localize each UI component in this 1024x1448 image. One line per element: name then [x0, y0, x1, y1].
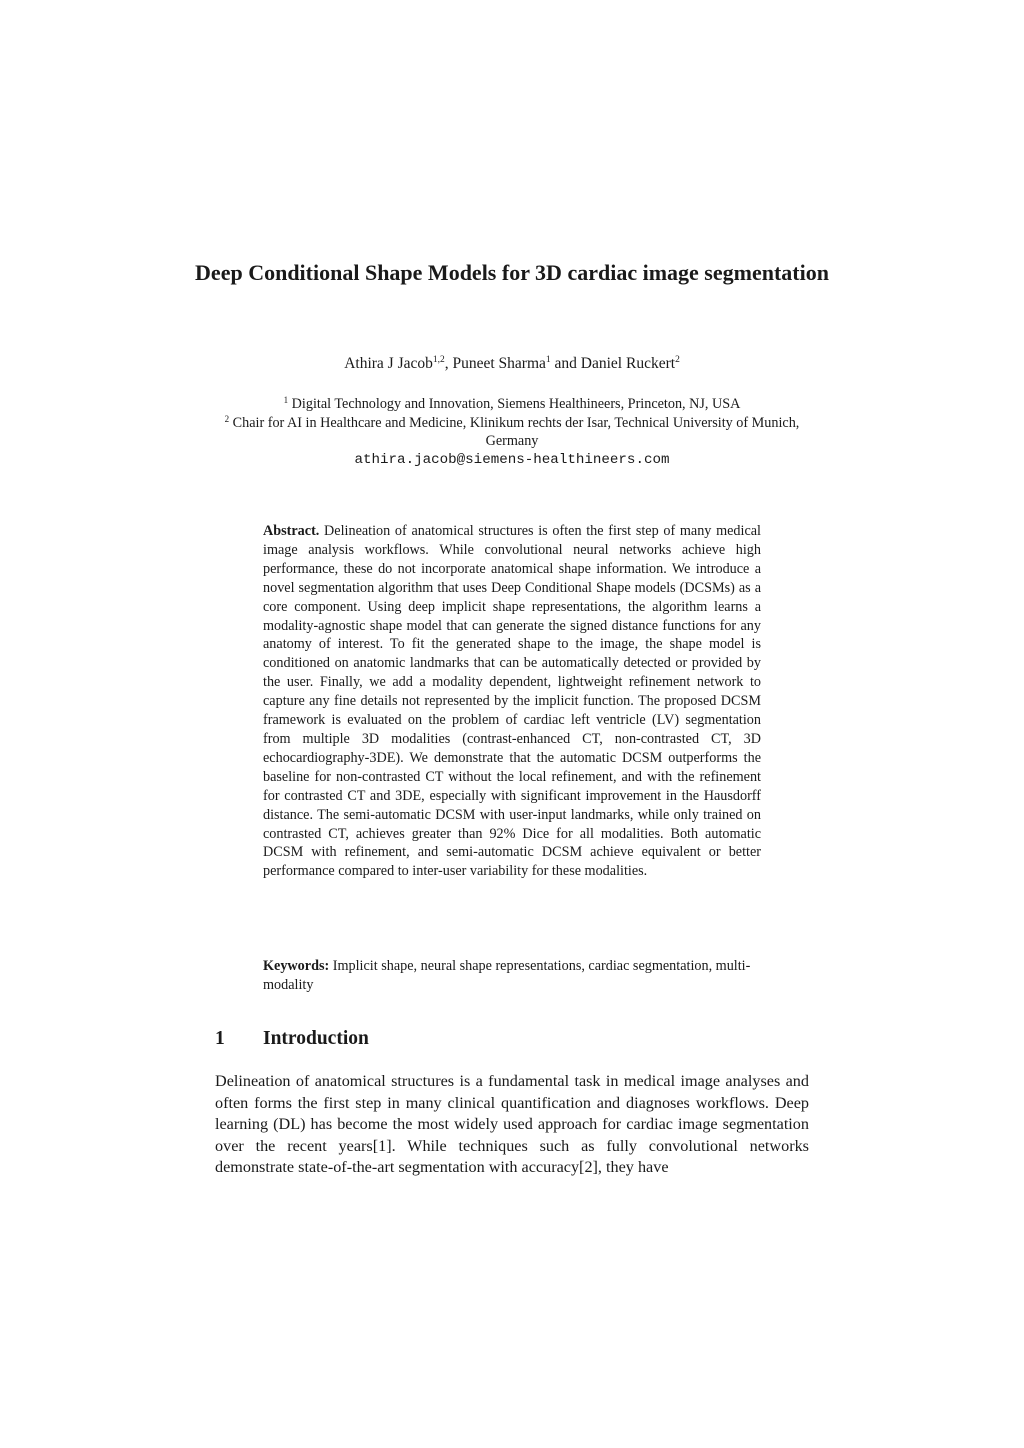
affiliation-text: Chair for AI in Healthcare and Medicine, Klinikum rechts der Isar, Technical University of Munich, Germany [232, 414, 800, 449]
paper-title: Deep Conditional Shape Models for 3D cardiac image segmentation [195, 260, 829, 285]
section-title: Introduction [263, 1028, 369, 1049]
section-heading [215, 1026, 809, 1052]
abstract-text: Delineation of anatomical structures is often the first step of many medical image analysis workflows. While convolutional neural networks achieve high performance, these do not incorporate anatomical shape information. We introduce a novel segmentation algorithm that uses Deep Conditional Shape models (DCSMs) as a core component. Using deep implicit shape representations, the algorithm learns a modality-agnostic shape model that can generate the signed distance functions for any anatomy of interest. To fit the generated shape to the image, the shape model is conditioned on anatomic landmarks that can be automatically detected or provided by the user. Finally, we add a modality dependent, lightweight refinement network to capture any fine details not represented by the implicit function. The proposed DCSM framework is evaluated on the problem of cardiac left ventricle (LV) segmentation from multiple 3D modalities (contrast-enhanced CT, non-contrasted CT, 3D echocardiography-3DE). We demonstrate that the automatic DCSM outperforms the baseline for non-contrasted CT without the local refinement, and with the refinement for contrasted CT and 3DE, especially with significant improvement in the Hausdorff distance. The semi-automatic DCSM with user-input landmarks, while only trained on contrasted CT, achieves greater than 92% Dice for all modalities. Both automatic DCSM with refinement, and semi-automatic DCSM achieve equivalent or better performance compared to inter-user variability for these modalities. [263, 523, 762, 880]
author-affiliation-mark: 1,2 [432, 355, 445, 365]
affiliation-mark: 2 [224, 413, 230, 424]
abstract-label: Abstract. [263, 523, 320, 539]
author-line [180, 354, 844, 374]
author-separator: and [550, 355, 581, 372]
keywords-label: Keywords: [263, 958, 330, 974]
affiliation-text: Digital Technology and Innovation, Siemens Healthineers, Princeton, NJ, USA [291, 396, 741, 412]
author-affiliation-mark: 2 [675, 355, 680, 365]
author-affiliation-mark: 1 [545, 355, 551, 365]
abstract [263, 522, 761, 881]
author-separator: , [444, 355, 453, 372]
author-name: Athira J Jacob [344, 355, 433, 372]
author-email: athira.jacob@siemens-healthineers.com [354, 451, 670, 468]
intro-paragraph: Delineation of anatomical structures is a fundamental task in medical image analyses and often forms the first step in many clinical quantification and diagnoses workflows. Deep learning (DL) has become the most widely used approach for cardiac image segmentation over the recent years[1]. While techniques such as fully convolutional networks demonstrate state-of-the-art segmentation with accuracy[2], they have [215, 1072, 809, 1176]
keywords-text: Implicit shape, neural shape representations, cardiac segmentation, multi-modality [263, 958, 751, 993]
affiliation-mark: 1 [283, 395, 289, 405]
author-name: Puneet Sharma [452, 355, 546, 372]
affiliations [200, 395, 824, 470]
section-number: 1 [215, 1028, 225, 1049]
author-name: Daniel Ruckert [580, 355, 676, 372]
affiliation-2 [200, 414, 824, 451]
affiliation-1 [200, 395, 824, 414]
keywords [263, 957, 761, 995]
